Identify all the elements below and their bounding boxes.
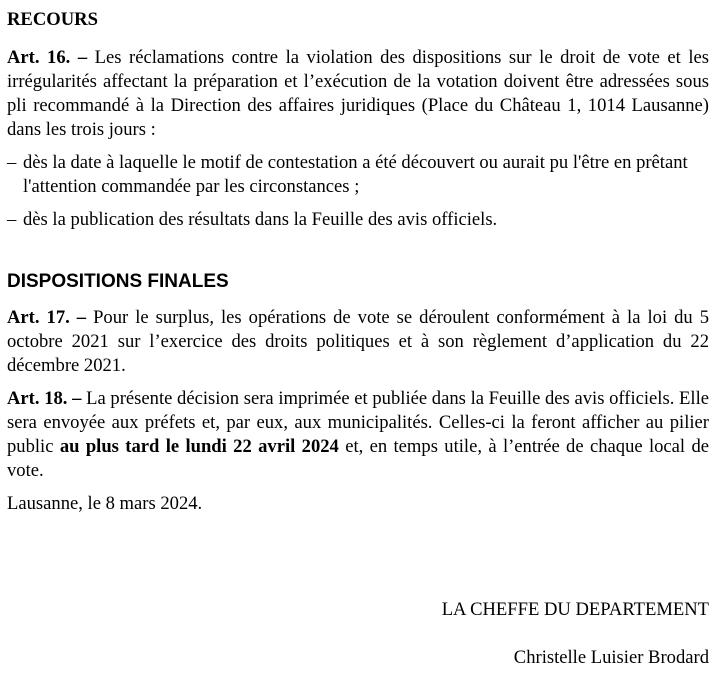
- article-18: [7, 387, 709, 483]
- article-17-number: Art. 17. –: [7, 307, 87, 328]
- list-item-text: dès la date à laquelle le motif de contestation a été découvert ou aurait pu l'être en prêtant l'attention commandée par les circonstances ;: [23, 152, 688, 197]
- section-spacer: [7, 241, 709, 270]
- list-dash: –: [7, 209, 17, 230]
- article-18-deadline: au plus tard le lundi 22 avril 2024: [59, 436, 339, 457]
- document-page: [7, 8, 709, 516]
- list-dash: –: [7, 152, 17, 173]
- section-heading-dispositions-finales: DISPOSITIONS FINALES: [7, 271, 229, 292]
- article-16: [7, 46, 709, 142]
- section-heading-recours: RECOURS: [7, 9, 98, 30]
- article-16-text: Les réclamations contre la violation des dispositions sur le droit de vote et les irrégularités affectant la préparation et l’exécution de la votation doivent être adressées sous pli recommandé à la Direction des affaires juridiques (Place du Château 1, 1014 Lausanne) dans les trois jours :: [7, 47, 710, 140]
- date-line: Lausanne, le 8 mars 2024.: [7, 493, 203, 514]
- article-17-text: Pour le surplus, les opérations de vote se déroulent conformément à la loi du 5 octobre 2021 sur l’exercice des droits politiques et à son règlement d’application du 22 décembre 2021.: [7, 307, 710, 376]
- article-18-text-before: La présente décision sera imprimée et publiée dans la Feuille des avis officiels. Elle sera envoyée aux préfets et, par eux, aux municipalités. Celles-ci la feront afficher au pilier public: [7, 388, 709, 457]
- article-18-text-after: et, en temps utile, à l’entrée de chaque local de vote.: [7, 436, 710, 481]
- signature-title: LA CHEFFE DU DEPARTEMENT: [441, 599, 709, 620]
- article-18-number: Art. 18. –: [7, 388, 82, 409]
- signature-name: Christelle Luisier Brodard: [513, 647, 709, 668]
- article-16-number: Art. 16. –: [7, 47, 88, 68]
- list-item-text: dès la publication des résultats dans la Feuille des avis officiels.: [23, 209, 498, 230]
- list-item: [7, 208, 709, 232]
- article-17: [7, 306, 709, 378]
- list-item: [7, 151, 709, 199]
